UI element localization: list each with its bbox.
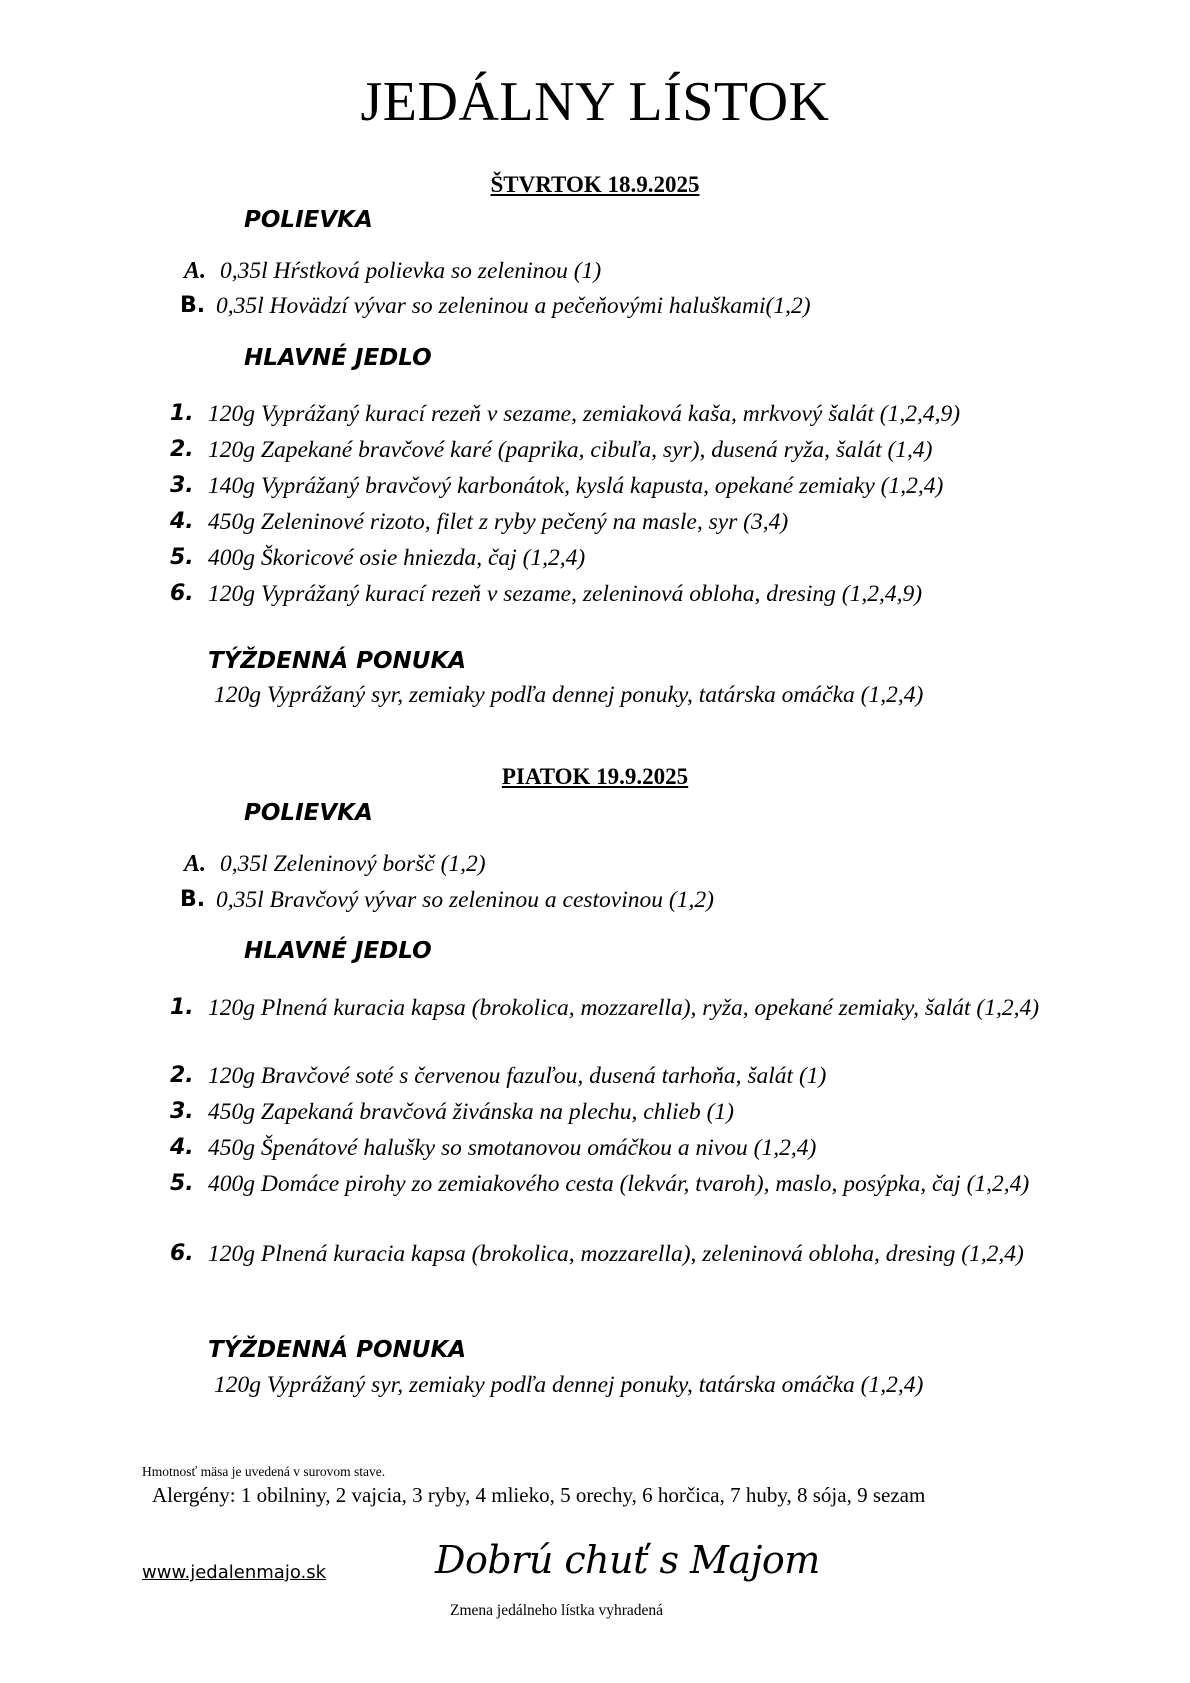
- day-heading-thursday: ŠTVRTOK 18.9.2025: [490, 172, 700, 197]
- main-item: [170, 1096, 1063, 1128]
- soup-item: [180, 884, 714, 916]
- main-text: 400g Škoricové osie hniezda, čaj (1,2,4): [208, 545, 586, 571]
- weekly-heading: TÝŽDENNÁ PONUKA: [208, 648, 467, 674]
- soup-text: 0,35l Bravčový vývar so zeleninou a cestovinou (1,2): [216, 887, 714, 913]
- main-item: [170, 1238, 1063, 1270]
- main-text: 120g Plnená kuracia kapsa (brokolica, mozzarella), ryža, opekané zemiaky, šalát (1,2,4): [208, 995, 1040, 1021]
- soup-item: [184, 255, 602, 287]
- soup-heading: POLIEVKA: [244, 800, 373, 826]
- disclaimer: Zmena jedálneho lístka vyhradená: [450, 1602, 664, 1619]
- main-marker: 2.: [170, 1063, 194, 1088]
- website-link[interactable]: www.jedalenmajo.sk: [142, 1562, 327, 1583]
- weekly-item: 120g Vyprážaný syr, zemiaky podľa dennej ponuky, tatárska omáčka (1,2,4): [214, 1372, 924, 1398]
- main-heading: HLAVNÉ JEDLO: [244, 345, 432, 371]
- main-marker: 1.: [170, 401, 194, 426]
- soup-text: 0,35l Hŕstková polievka so zeleninou (1): [220, 258, 602, 284]
- weekly-heading: TÝŽDENNÁ PONUKA: [208, 1337, 467, 1363]
- main-item: [170, 398, 1063, 430]
- main-marker: 5.: [170, 1171, 194, 1196]
- main-marker: 4.: [170, 509, 194, 534]
- main-marker: 6.: [170, 1241, 194, 1266]
- main-item: [170, 434, 1063, 466]
- main-marker: 2.: [170, 437, 194, 462]
- main-text: 120g Vyprážaný kurací rezeň v sezame, zemiaková kaša, mrkvový šalát (1,2,4,9): [208, 401, 961, 427]
- main-item: [170, 992, 1063, 1024]
- soup-marker: A.: [184, 258, 207, 284]
- main-heading: HLAVNÉ JEDLO: [244, 938, 432, 964]
- main-marker: 1.: [170, 995, 194, 1020]
- soup-marker: A.: [184, 851, 207, 877]
- main-text: 400g Domáce pirohy zo zemiakového cesta (lekvár, tvaroh), maslo, posýpka, čaj (1,2,4): [208, 1171, 1030, 1197]
- main-text: 450g Zapekaná bravčová živánska na plechu, chlieb (1): [208, 1099, 735, 1125]
- main-item: [170, 542, 1063, 574]
- soup-marker: B.: [180, 887, 206, 912]
- main-item: [170, 1132, 1063, 1164]
- soup-heading: POLIEVKA: [244, 207, 373, 233]
- main-item: [170, 578, 1063, 610]
- soup-item: [180, 290, 811, 322]
- main-text: 120g Zapekané bravčové karé (paprika, cibuľa, syr), dusená ryža, šalát (1,4): [208, 437, 933, 463]
- main-text: 140g Vyprážaný bravčový karbonátok, kyslá kapusta, opekané zemiaky (1,2,4): [208, 473, 944, 499]
- main-item: [170, 1060, 1063, 1092]
- slogan: Dobrú chuť s Majom: [435, 1538, 820, 1582]
- main-text: 120g Bravčové soté s červenou fazuľou, dusená tarhoňa, šalát (1): [208, 1063, 827, 1089]
- day-heading-friday: PIATOK 19.9.2025: [501, 764, 689, 789]
- soup-text: 0,35l Hovädzí vývar so zeleninou a pečeňovými haluškami(1,2): [216, 293, 811, 319]
- main-item: [170, 506, 1063, 538]
- main-item: [170, 1168, 1063, 1200]
- main-text: 450g Špenátové halušky so smotanovou omáčkou a nivou (1,2,4): [208, 1135, 817, 1161]
- weekly-item: 120g Vyprážaný syr, zemiaky podľa dennej ponuky, tatárska omáčka (1,2,4): [214, 682, 924, 708]
- main-text: 450g Zeleninové rizoto, filet z ryby pečený na masle, syr (3,4): [208, 509, 789, 535]
- main-text: 120g Vyprážaný kurací rezeň v sezame, zeleninová obloha, dresing (1,2,4,9): [208, 581, 923, 607]
- soup-marker: B.: [180, 293, 206, 318]
- main-marker: 3.: [170, 473, 194, 498]
- meat-weight-note: Hmotnosť mäsa je uvedená v surovom stave.: [142, 1464, 386, 1479]
- main-marker: 5.: [170, 545, 194, 570]
- soup-text: 0,35l Zeleninový boršč (1,2): [220, 851, 486, 877]
- page-title: JEDÁLNY LÍSTOK: [360, 71, 830, 133]
- main-text: 120g Plnená kuracia kapsa (brokolica, mozzarella), zeleninová obloha, dresing (1,2,4): [208, 1241, 1024, 1267]
- main-marker: 6.: [170, 581, 194, 606]
- main-marker: 3.: [170, 1099, 194, 1124]
- main-item: [170, 470, 1063, 502]
- main-marker: 4.: [170, 1135, 194, 1160]
- soup-item: [184, 848, 486, 880]
- allergens-legend: Alergény: 1 obilniny, 2 vajcia, 3 ryby, 4 mlieko, 5 orechy, 6 horčica, 7 huby, 8 sója, 9 sezam: [152, 1483, 926, 1507]
